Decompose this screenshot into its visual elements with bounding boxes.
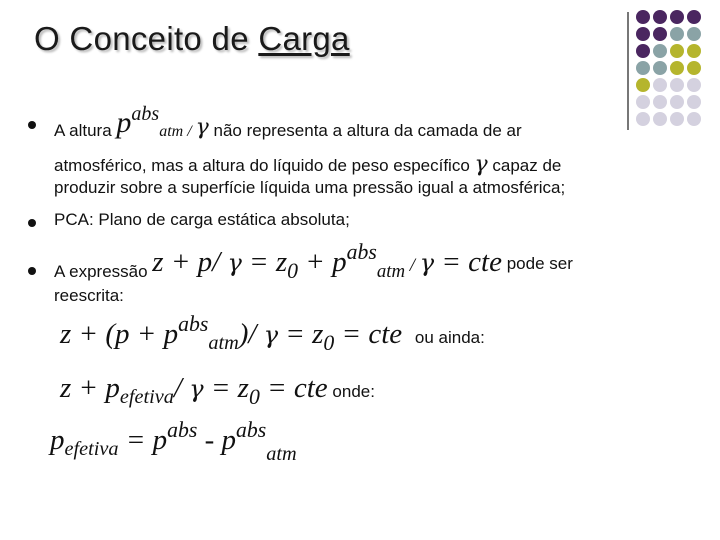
eq-gamma: γ: [189, 375, 204, 403]
eq-sub: atm: [266, 443, 297, 466]
decorative-dot: [670, 78, 684, 92]
eq-sup: abs: [346, 240, 377, 265]
equation-3-formula: [50, 418, 297, 466]
equation-1-tail: ou ainda:: [414, 328, 485, 347]
equation-2: [60, 372, 375, 409]
bullet3-text-a: A expressão: [54, 262, 153, 281]
bullet3-line1: [54, 240, 573, 283]
decorative-dot: [687, 78, 701, 92]
bullet3-line2: reescrita:: [54, 286, 124, 305]
bullet3-text-b: pode ser: [501, 254, 573, 273]
gamma-symbol: γ: [474, 152, 488, 177]
decorative-dot: [653, 27, 667, 41]
decorative-dot: [687, 112, 701, 126]
decorative-dot: [636, 44, 650, 58]
bullet-marker: [28, 219, 36, 227]
eq-part: )/: [238, 318, 264, 350]
eq-sub: 0: [248, 384, 260, 409]
decorative-dot: [636, 95, 650, 109]
decorative-dot: [653, 10, 667, 24]
formula-slash: /: [183, 123, 196, 140]
decorative-dot: [636, 112, 650, 126]
eq-part: = z: [241, 246, 288, 278]
decorative-dot: [670, 10, 684, 24]
eq-gamma: γ: [263, 321, 279, 349]
decorative-dot: [636, 78, 650, 92]
decorative-dot: [636, 27, 650, 41]
decorative-dot: [687, 95, 701, 109]
bullet1-text-a: A altura: [54, 121, 112, 140]
eq-part: - p: [197, 424, 237, 456]
bullet1-line1: [54, 100, 522, 140]
bullet-marker: [28, 267, 36, 275]
eq-sub: atm: [208, 332, 239, 355]
bullet-marker: [28, 121, 36, 129]
eq-part: z + p/: [152, 246, 228, 278]
decorative-dot: [687, 10, 701, 24]
decorative-dot: [653, 78, 667, 92]
eq-part: + p: [298, 246, 347, 278]
eq-part: z + (p + p: [60, 318, 179, 350]
title-underlined-word: Carga: [258, 20, 350, 57]
bullet1-text-b: não representa a altura da camada de ar: [208, 121, 522, 140]
eq-part: p: [50, 424, 65, 456]
eq-part: = p: [118, 424, 168, 456]
bullet3-equation: [152, 240, 502, 283]
title-prefix: O Conceito de: [34, 20, 259, 57]
bullet2-text: PCA: Plano de carga estática absoluta;: [54, 210, 350, 229]
equation-1-formula: [60, 312, 403, 355]
decorative-dot: [653, 44, 667, 58]
formula-p: p: [116, 106, 132, 139]
bullet1-line2-b: capaz de: [487, 156, 562, 175]
decorative-dot: [636, 61, 650, 75]
bullet1-line2-a: atmosférico, mas a altura do líquido de peso específico: [54, 156, 475, 175]
eq-sub: efetiva: [119, 386, 174, 409]
eq-sub: 0: [323, 330, 335, 355]
decorative-dot: [670, 95, 684, 109]
eq-part: /: [405, 255, 420, 276]
decorative-dot: [670, 44, 684, 58]
decorative-dot: [687, 44, 701, 58]
formula-atm: atm: [159, 123, 184, 140]
decorative-dot: [636, 10, 650, 24]
decorative-dot: [653, 61, 667, 75]
eq-gamma: γ: [419, 249, 435, 277]
eq-sub: 0: [287, 258, 299, 283]
decorative-dot: [687, 27, 701, 41]
eq-part: = z: [278, 318, 324, 350]
decorative-dot: [653, 95, 667, 109]
formula-gamma: γ: [195, 115, 209, 140]
bullet1-line3: produzir sobre a superfície líquida uma pressão igual a atmosférica;: [54, 178, 566, 197]
eq-part: z + p: [60, 372, 120, 404]
bullet1-formula: [116, 103, 209, 140]
eq-sub: atm: [376, 260, 406, 282]
decorative-dot: [670, 61, 684, 75]
eq-part: = cte: [334, 318, 403, 350]
eq-sup: abs: [167, 418, 198, 443]
equation-2-tail: onde:: [327, 382, 375, 401]
eq-part: = z: [203, 372, 249, 404]
decorative-dot: [670, 112, 684, 126]
formula-abs: abs: [131, 103, 160, 125]
decorative-dot: [653, 112, 667, 126]
eq-part: /: [173, 372, 190, 404]
eq-gamma: γ: [227, 249, 242, 277]
eq-sub: efetiva: [64, 438, 119, 461]
slide-title: [34, 20, 350, 58]
decorative-dot: [670, 27, 684, 41]
eq-part: = cte: [434, 246, 502, 278]
equation-3: [50, 418, 297, 466]
eq-part: = cte: [259, 372, 328, 404]
equation-2-formula: [60, 372, 328, 409]
bullet1-line2: [54, 152, 561, 177]
eq-sup: abs: [236, 418, 267, 443]
eq-sup: abs: [178, 312, 209, 337]
decorative-dot: [687, 61, 701, 75]
decorative-divider: [627, 12, 629, 130]
equation-1: [60, 312, 485, 355]
